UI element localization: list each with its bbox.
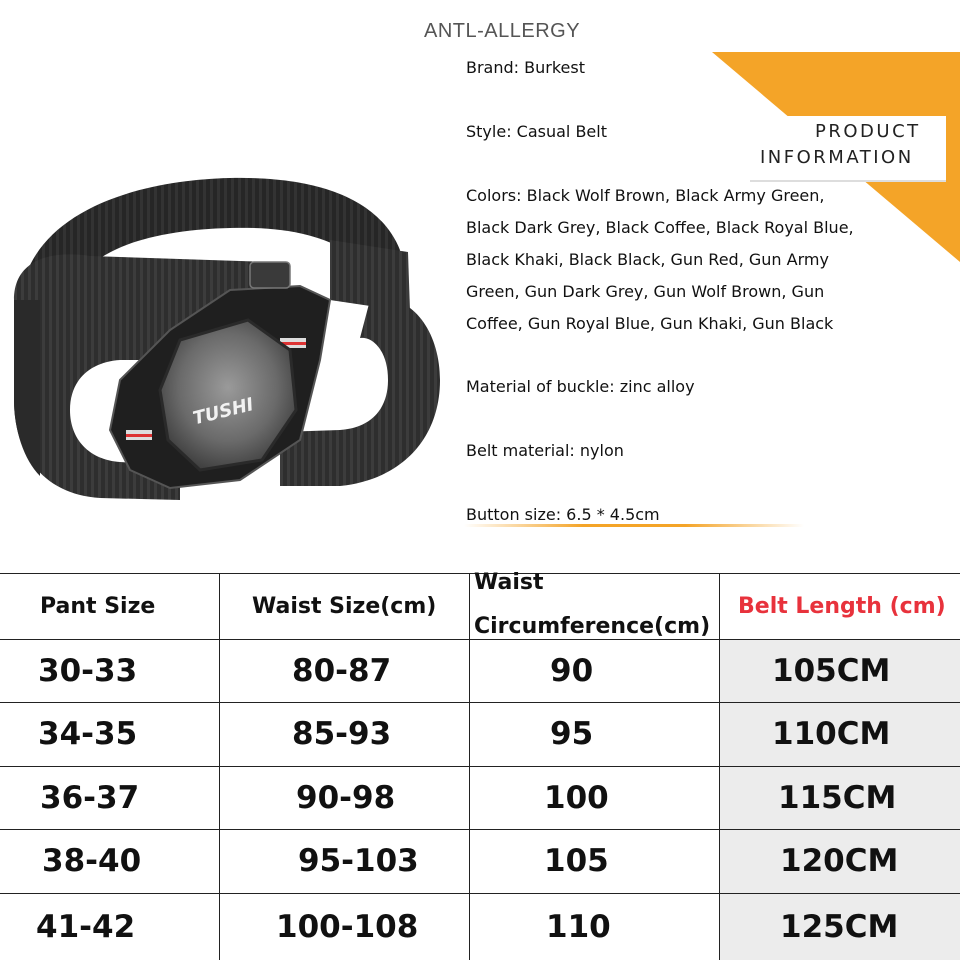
belt-product-image	[0, 150, 460, 520]
table-cell-pant-size: 34-35	[38, 716, 138, 752]
table-cell-circumference: 90	[550, 652, 594, 689]
table-cell-belt-length: 105CM	[772, 652, 891, 689]
table-cell-circumference: 95	[550, 716, 594, 752]
size-chart-table	[0, 569, 960, 960]
colors-line-1: Colors: Black Wolf Brown, Black Army Green,	[466, 186, 825, 205]
colors-line-3: Black Khaki, Black Black, Gun Red, Gun Army	[466, 250, 829, 269]
table-cell-belt-length: 120CM	[780, 843, 899, 879]
header-waist: Waist	[474, 569, 544, 595]
buckle-logo-text: TUSHI	[190, 394, 256, 430]
table-cell-waist-size: 80-87	[292, 652, 392, 689]
table-cell-belt-length: 110CM	[772, 716, 891, 752]
table-cell-pant-size: 36-37	[40, 779, 140, 816]
colors-line-5: Coffee, Gun Royal Blue, Gun Khaki, Gun Black	[466, 314, 834, 333]
table-cell-waist-size: 100-108	[276, 908, 419, 945]
style-text: Style: Casual Belt	[466, 122, 607, 141]
badge-line-1: PRODUCT	[815, 121, 921, 142]
belt-material-text: Belt material: nylon	[466, 441, 624, 460]
table-cell-circumference: 100	[544, 779, 609, 816]
brand-text: Brand: Burkest	[466, 58, 585, 77]
colors-line-2: Black Dark Grey, Black Coffee, Black Royal Blue,	[466, 218, 854, 237]
header-circumference: Circumference(cm)	[474, 613, 711, 639]
buckle-material-text: Material of buckle: zinc alloy	[466, 377, 695, 396]
table-cell-pant-size: 41-42	[36, 908, 136, 945]
header-belt-length: Belt Length (cm)	[738, 593, 946, 619]
table-cell-circumference: 105	[544, 843, 609, 879]
header-title: ANTL-ALLERGY	[424, 20, 581, 42]
colors-line-4: Green, Gun Dark Grey, Gun Wolf Brown, Gun	[466, 282, 825, 301]
table-cell-pant-size: 38-40	[42, 843, 142, 879]
table-cell-waist-size: 85-93	[292, 716, 392, 752]
table-cell-belt-length: 125CM	[780, 908, 899, 945]
table-cell-waist-size: 90-98	[296, 779, 396, 816]
orange-divider	[464, 524, 804, 527]
table-cell-waist-size: 95-103	[298, 843, 419, 879]
header-waist-size: Waist Size(cm)	[252, 593, 437, 619]
table-cell-circumference: 110	[546, 908, 611, 945]
badge-line-2: INFORMATION	[760, 147, 914, 168]
table-cell-pant-size: 30-33	[38, 652, 138, 689]
header-pant-size: Pant Size	[40, 593, 156, 619]
table-cell-belt-length: 115CM	[778, 779, 897, 816]
button-size-text: Button size: 6.5 * 4.5cm	[466, 505, 660, 524]
